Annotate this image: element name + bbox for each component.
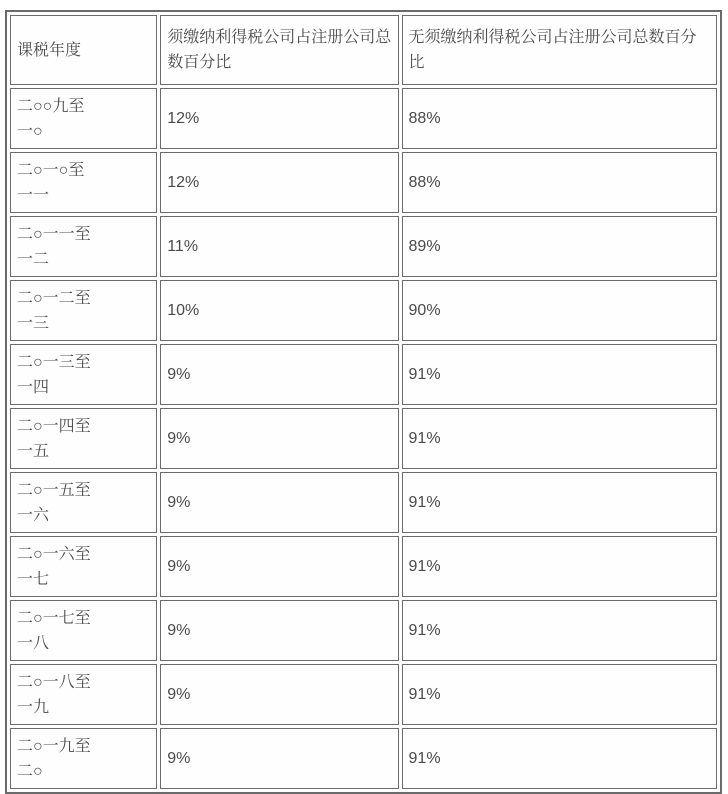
year-line: 二○一二至: [17, 289, 91, 307]
header-taxable-percentage: 须缴纳利得税公司占注册公司总数百分比: [160, 15, 398, 85]
year-line: 一四: [17, 378, 50, 396]
header-tax-year: 课税年度: [10, 15, 157, 85]
non-taxable-percent-cell: 91%: [402, 344, 717, 405]
non-taxable-percent-cell: 90%: [402, 280, 717, 341]
year-line: 一二: [17, 250, 50, 268]
non-taxable-percent-cell: 91%: [402, 728, 717, 789]
tax-year-table: [5, 10, 722, 794]
non-taxable-percent-cell: 88%: [402, 88, 717, 149]
year-cell: [10, 536, 157, 597]
year-line: 一五: [17, 442, 50, 460]
year-cell: [10, 408, 157, 469]
year-line: 二○一○至: [17, 161, 85, 179]
year-line: 二○一七至: [17, 609, 91, 627]
year-cell: [10, 88, 157, 149]
taxable-percent-cell: 10%: [160, 280, 398, 341]
year-line: 一六: [17, 506, 50, 524]
non-taxable-percent-cell: 89%: [402, 216, 717, 277]
year-cell: [10, 280, 157, 341]
header-row: [10, 15, 717, 85]
taxable-percent-cell: 11%: [160, 216, 398, 277]
year-line: 一○: [17, 122, 43, 140]
table-row: [10, 280, 717, 341]
year-line: 二○一三至: [17, 353, 91, 371]
table-row: [10, 664, 717, 725]
year-cell: [10, 152, 157, 213]
year-line: 一一: [17, 186, 50, 204]
taxable-percent-cell: 9%: [160, 600, 398, 661]
year-cell: [10, 472, 157, 533]
taxable-percent-cell: 9%: [160, 344, 398, 405]
table-row: [10, 408, 717, 469]
year-line: 二○一六至: [17, 545, 91, 563]
table-row: [10, 344, 717, 405]
taxable-percent-cell: 12%: [160, 88, 398, 149]
table-row: [10, 728, 717, 789]
year-line: 二○一八至: [17, 673, 91, 691]
table-body: [10, 88, 717, 789]
year-line: 一九: [17, 698, 50, 716]
year-cell: [10, 344, 157, 405]
taxable-percent-cell: 12%: [160, 152, 398, 213]
taxable-percent-cell: 9%: [160, 664, 398, 725]
taxable-percent-cell: 9%: [160, 728, 398, 789]
taxable-percent-cell: 9%: [160, 408, 398, 469]
non-taxable-percent-cell: 91%: [402, 600, 717, 661]
year-line: 二○一五至: [17, 481, 91, 499]
year-cell: [10, 216, 157, 277]
header-non-taxable-percentage: 无须缴纳利得税公司占注册公司总数百分比: [402, 15, 717, 85]
non-taxable-percent-cell: 91%: [402, 472, 717, 533]
non-taxable-percent-cell: 91%: [402, 664, 717, 725]
non-taxable-percent-cell: 91%: [402, 408, 717, 469]
year-line: 一八: [17, 634, 50, 652]
table-row: [10, 472, 717, 533]
year-line: 二○一四至: [17, 417, 91, 435]
year-line: 一三: [17, 314, 50, 332]
table-row: [10, 88, 717, 149]
year-line: 二○: [17, 762, 43, 780]
table-row: [10, 152, 717, 213]
year-cell: [10, 728, 157, 789]
non-taxable-percent-cell: 91%: [402, 536, 717, 597]
year-cell: [10, 664, 157, 725]
year-line: 二○一九至: [17, 737, 91, 755]
year-cell: [10, 600, 157, 661]
taxable-percent-cell: 9%: [160, 472, 398, 533]
table-row: [10, 536, 717, 597]
year-line: 二○○九至: [17, 97, 85, 115]
table-row: [10, 216, 717, 277]
year-line: 二○一一至: [17, 225, 91, 243]
taxable-percent-cell: 9%: [160, 536, 398, 597]
year-line: 一七: [17, 570, 50, 588]
non-taxable-percent-cell: 88%: [402, 152, 717, 213]
table-row: [10, 600, 717, 661]
